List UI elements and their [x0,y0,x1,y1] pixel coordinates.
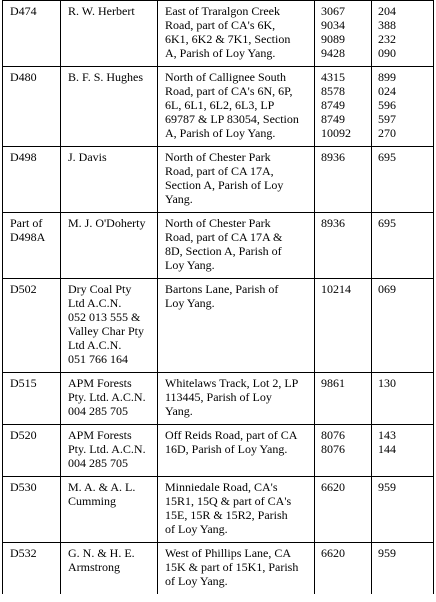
location-line: 15E, 15R & 15R2, Parish [165,508,288,522]
folio-line: 270 [378,126,396,140]
owner-line: Ltd A.C.N. [68,296,122,310]
folio-line: 090 [378,46,396,60]
location-line: East of Traralgon Creek [165,4,280,18]
location-line: Yang. [165,192,193,206]
folio-cell [372,425,434,477]
location-line: Yang. [165,404,193,418]
location-cell [158,279,315,373]
owner-cell [61,425,158,477]
location-line: 113445, Parish of Loy [165,390,272,404]
location-line: of Loy Yang. [165,574,228,588]
volume-cell [315,213,372,279]
volume-cell [315,543,372,595]
volume-line: 8578 [321,84,345,98]
owner-cell [61,279,158,373]
folio-line: 024 [378,84,396,98]
volume-line: 8076 [321,428,345,442]
volume-line: 9861 [321,376,345,390]
location-cell [158,67,315,147]
folio-line: 144 [378,442,396,456]
owner-line: Valley Char Pty [68,324,144,338]
reference-line: Part of [10,216,43,230]
table-row [3,543,434,595]
owner-line: Pty. Ltd. A.C.N. [68,442,146,456]
reference-line: D474 [10,4,37,18]
volume-cell [315,279,372,373]
folio-cell [372,67,434,147]
location-cell [158,213,315,279]
reference-cell [3,477,61,543]
owner-cell [61,67,158,147]
volume-line: 4315 [321,70,345,84]
location-cell [158,1,315,67]
reference-cell [3,373,61,425]
folio-cell [372,543,434,595]
volume-line: 10214 [321,282,351,296]
table-row [3,279,434,373]
location-line: 8D, Section A, Parish of [165,244,282,258]
location-cell [158,373,315,425]
reference-cell [3,1,61,67]
table-row [3,425,434,477]
table-row [3,213,434,279]
owner-line: APM Forests [68,376,132,390]
table-body [3,1,434,595]
owner-line: M. J. O'Doherty [68,216,146,230]
owner-line: Dry Coal Pty [68,282,132,296]
owner-cell [61,147,158,213]
folio-line: 143 [378,428,396,442]
folio-line: 695 [378,150,396,164]
volume-cell [315,147,372,213]
folio-cell [372,477,434,543]
land-schedule-table [2,0,434,594]
location-line: A, Parish of Loy Yang. [165,126,276,140]
table-row [3,373,434,425]
folio-cell [372,373,434,425]
reference-cell [3,147,61,213]
owner-line: Ltd A.C.N. [68,338,122,352]
location-line: 6L, 6L1, 6L2, 6L3, LP [165,98,275,112]
folio-line: 204 [378,4,396,18]
folio-line: 899 [378,70,396,84]
location-line: North of Chester Park [165,216,271,230]
location-line: Road, part of CA 17A & [165,230,283,244]
volume-line: 3067 [321,4,345,18]
volume-cell [315,425,372,477]
reference-line: D498A [10,230,46,244]
reference-cell [3,279,61,373]
owner-line: J. Davis [68,150,107,164]
location-line: Road, part of CA 17A, [165,164,274,178]
volume-cell [315,67,372,147]
folio-cell [372,279,434,373]
owner-line: Armstrong [68,560,120,574]
owner-line: APM Forests [68,428,132,442]
volume-line: 8936 [321,216,345,230]
location-line: Loy Yang. [165,296,215,310]
reference-line: D532 [10,546,37,560]
folio-line: 959 [378,480,396,494]
location-cell [158,425,315,477]
folio-cell [372,1,434,67]
folio-cell [372,213,434,279]
owner-cell [61,1,158,67]
table-row [3,477,434,543]
location-line: Loy Yang. [165,258,215,272]
owner-cell [61,213,158,279]
volume-line: 9428 [321,46,345,60]
volume-line: 6620 [321,546,345,560]
location-line: 15K & part of 15K1, Parish [165,560,299,574]
volume-line: 8076 [321,442,345,456]
table-row [3,147,434,213]
owner-line: 051 766 164 [68,352,128,366]
location-line: 69787 & LP 83054, Section [165,112,299,126]
folio-line: 597 [378,112,396,126]
location-line: of Loy Yang. [165,522,228,536]
owner-line: Pty. Ltd. A.C.N. [68,390,146,404]
volume-line: 8749 [321,98,345,112]
reference-line: D520 [10,428,37,442]
reference-line: D502 [10,282,37,296]
folio-line: 596 [378,98,396,112]
volume-line: 10092 [321,126,351,140]
location-line: 15R1, 15Q & part of CA's [165,494,292,508]
reference-cell [3,543,61,595]
volume-cell [315,1,372,67]
location-line: Minniedale Road, CA's [165,480,278,494]
location-cell [158,477,315,543]
volume-cell [315,373,372,425]
owner-line: 052 013 555 & [68,310,141,324]
folio-cell [372,147,434,213]
owner-cell [61,477,158,543]
folio-line: 959 [378,546,396,560]
reference-line: D515 [10,376,37,390]
table-row [3,67,434,147]
location-line: Road, part of CA's 6N, 6P, [165,84,293,98]
reference-line: D480 [10,70,37,84]
reference-cell [3,67,61,147]
volume-cell [315,477,372,543]
location-line: North of Chester Park [165,150,271,164]
owner-line: M. A. & A. L. [68,480,136,494]
owner-line: B. F. S. Hughes [68,70,144,84]
reference-line: D498 [10,150,37,164]
owner-line: Cumming [68,494,117,508]
volume-line: 9089 [321,32,345,46]
location-line: 6K1, 6K2 & 7K1, Section [165,32,291,46]
reference-cell [3,425,61,477]
location-cell [158,147,315,213]
owner-line: 004 285 705 [68,404,128,418]
table-row [3,1,434,67]
owner-cell [61,373,158,425]
owner-line: 004 285 705 [68,456,128,470]
owner-cell [61,543,158,595]
owner-line: R. W. Herbert [68,4,135,18]
location-line: Road, part of CA's 6K, [165,18,276,32]
location-line: North of Callignee South [165,70,286,84]
folio-line: 388 [378,18,396,32]
folio-line: 232 [378,32,396,46]
folio-line: 069 [378,282,396,296]
owner-line: G. N. & H. E. [68,546,135,560]
reference-line: D530 [10,480,37,494]
location-line: Whitelaws Track, Lot 2, LP [165,376,299,390]
volume-line: 8936 [321,150,345,164]
volume-line: 8749 [321,112,345,126]
location-line: 16D, Parish of Loy Yang. [165,442,288,456]
volume-line: 9034 [321,18,345,32]
volume-line: 6620 [321,480,345,494]
location-line: Section A, Parish of Loy [165,178,284,192]
reference-cell [3,213,61,279]
location-line: Bartons Lane, Parish of [165,282,279,296]
location-cell [158,543,315,595]
folio-line: 695 [378,216,396,230]
location-line: Off Reids Road, part of CA [165,428,298,442]
location-line: A, Parish of Loy Yang. [165,46,276,60]
folio-line: 130 [378,376,396,390]
location-line: West of Phillips Lane, CA [165,546,292,560]
